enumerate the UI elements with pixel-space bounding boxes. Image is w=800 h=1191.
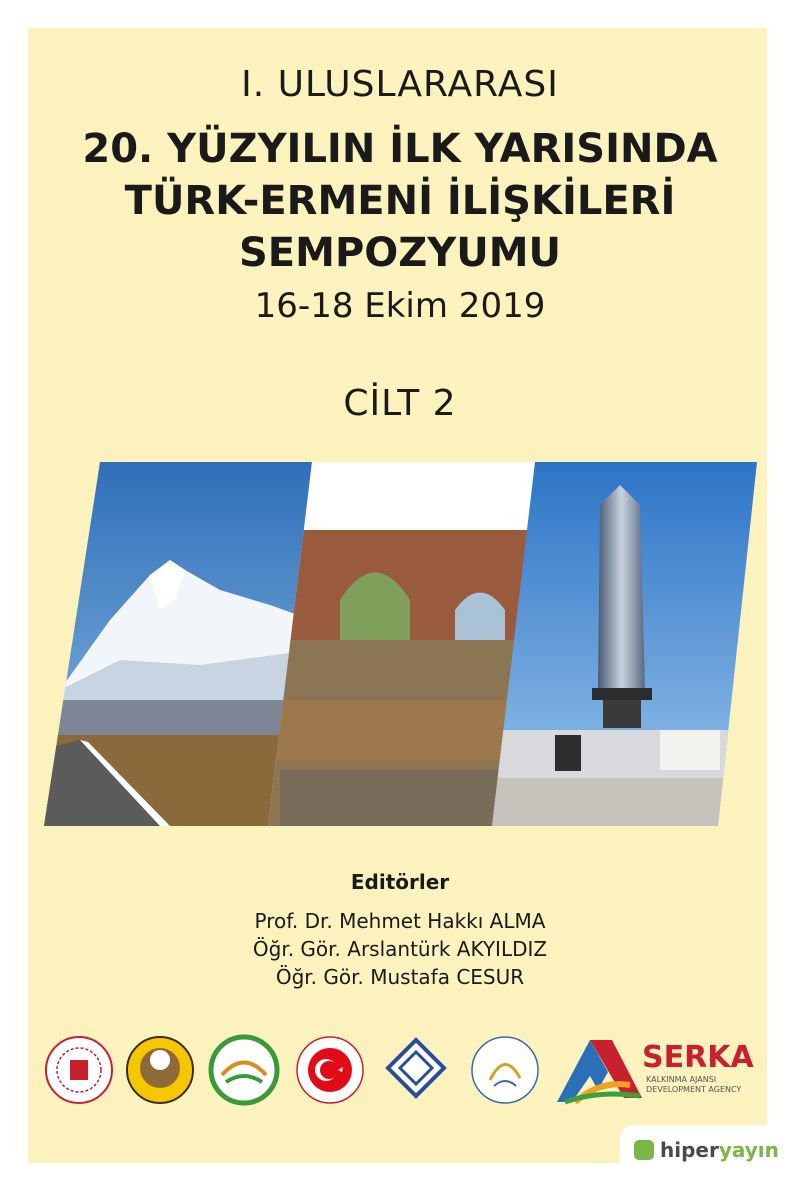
cover-title-line-3: SEMPOZYUMU <box>239 230 561 276</box>
serka-subtitle <box>646 1075 741 1095</box>
igdir-valiligi-logo <box>127 1037 193 1103</box>
research-center-logo <box>472 1037 538 1103</box>
editor-name: Prof. Dr. Mehmet Hakkı ALMA <box>254 909 546 933</box>
publisher-name-part2: yayın <box>718 1138 779 1162</box>
cover-pretitle: I. ULUSLARARASI <box>241 64 559 105</box>
serka-sub-en: DEVELOPMENT AGENCY <box>646 1085 742 1094</box>
turkish-flag-logo <box>297 1037 363 1103</box>
editors-heading: Editörler <box>350 870 450 894</box>
publisher-name-part1: hiper <box>660 1138 719 1162</box>
cover-title-line-1: 20. YÜZYILIN İLK YARISINDA <box>82 126 718 172</box>
serka-sub-tr: KALKINMA AJANSI <box>646 1075 717 1084</box>
ministry-logo <box>46 1037 112 1103</box>
cover-title-line-2: TÜRK-ERMENİ İLİŞKİLERİ <box>124 178 676 224</box>
editor-name: Öğr. Gör. Mustafa CESUR <box>275 965 525 989</box>
serka-logo <box>557 1040 642 1102</box>
publisher-name <box>660 1138 779 1162</box>
editor-name: Öğr. Gör. Arslantürk AKYILDIZ <box>252 937 548 961</box>
cover-volume: CİLT 2 <box>343 383 457 424</box>
publisher-icon <box>634 1140 654 1160</box>
knot-emblem-logo <box>388 1040 444 1096</box>
cover-date: 16-18 Ekim 2019 <box>254 286 546 326</box>
igdir-universitesi-logo <box>211 1037 277 1103</box>
serka-name: SERKA <box>642 1040 754 1075</box>
